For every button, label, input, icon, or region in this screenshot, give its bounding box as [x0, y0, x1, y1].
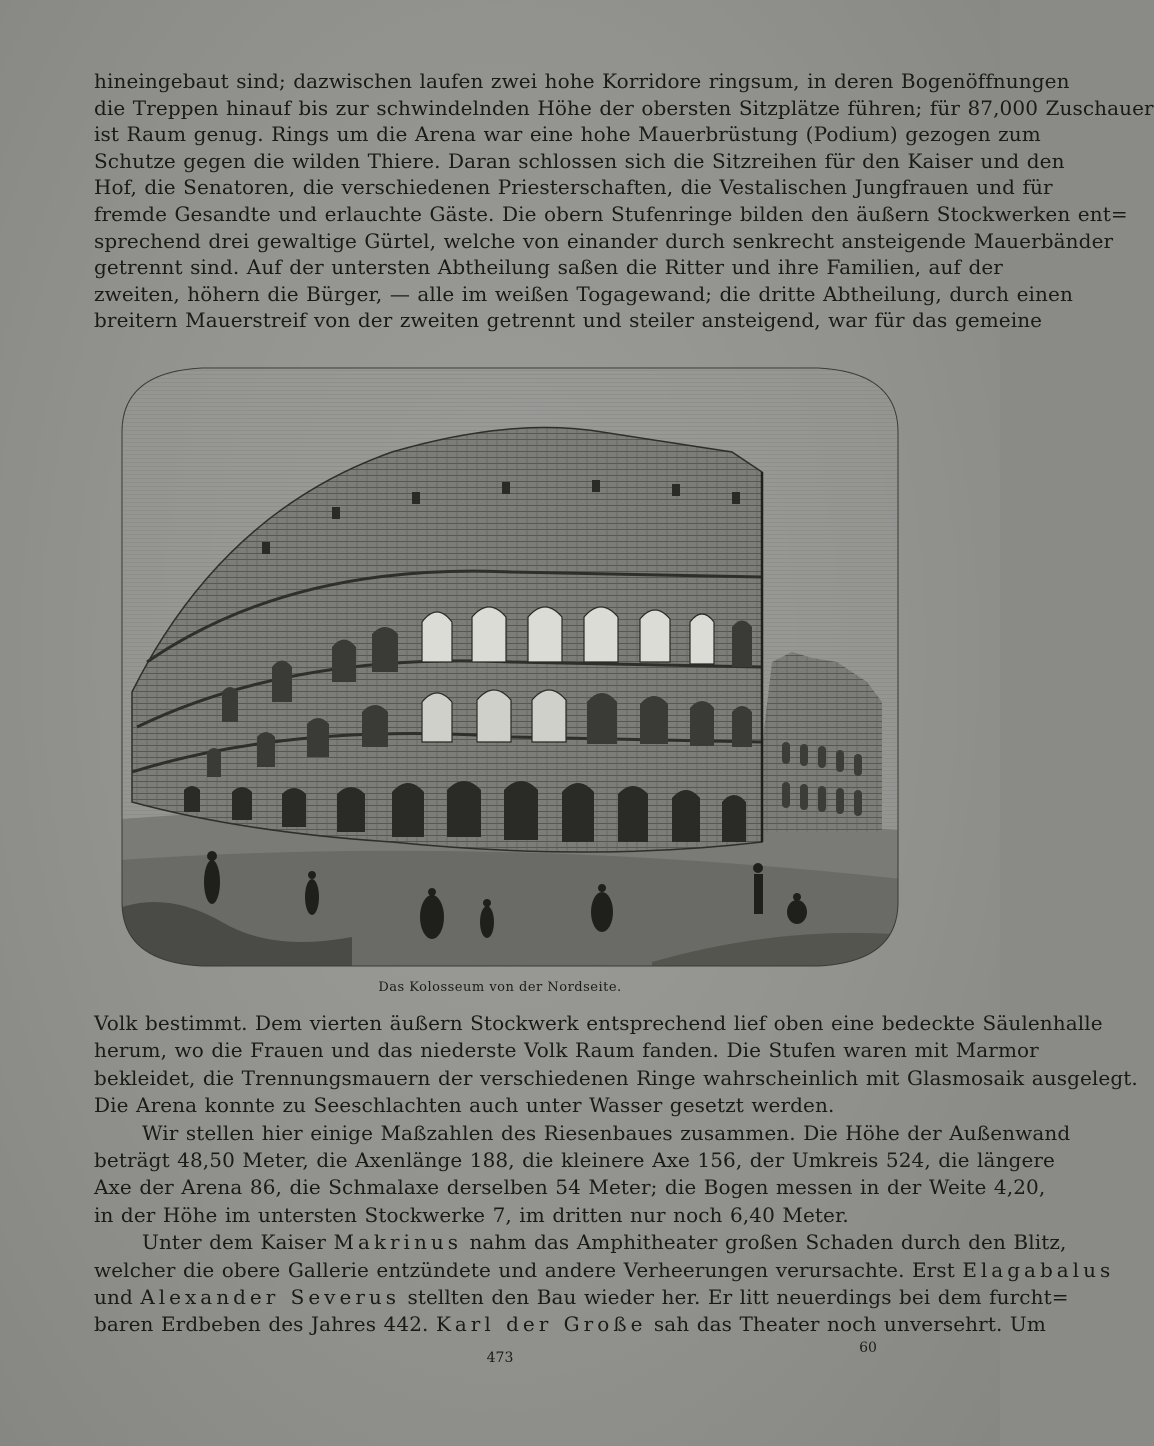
emphasized-name: Makrinus [333, 1230, 462, 1255]
text-line [94, 1257, 1115, 1284]
text-line: die Treppen hinauf bis zur schwindelnden Höhe der obersten Sitzplätze führen; für 87,000 Zuschauer [94, 95, 1154, 120]
text-span: welcher die obere Gallerie entzündete und andere Verheerungen verursachte. Erst [94, 1257, 963, 1282]
text-line: sprechend drei gewaltige Gürtel, welche von einander durch senkrecht ansteigende Mauerbänder [94, 228, 1114, 253]
emphasized-name: Elagabalus [962, 1257, 1115, 1282]
emphasized-name: Karl der Große [435, 1312, 647, 1337]
text-span: sah das Theater noch unversehrt. Um [646, 1312, 1046, 1337]
emphasized-name: Alexander Severus [140, 1284, 401, 1309]
text-line: fremde Gesandte und erlauchte Gäste. Die obern Stufenringe bilden den äußern Stockwerken ent= [94, 201, 1128, 226]
text-line [94, 1311, 1046, 1338]
text-line: breitern Mauerstreif von der zweiten getrennt und steiler ansteigend, war für das gemeine [94, 308, 1043, 333]
text-line: getrennt sind. Auf der untersten Abtheilung saßen die Ritter und ihre Familien, auf der [94, 255, 1003, 280]
text-line: Wir stellen hier einige Maßzahlen des Riesenbaues zusammen. Die Höhe der Außenwand [142, 1120, 1071, 1145]
text-line: herum, wo die Frauen und das niederste Volk Raum fanden. Die Stufen waren mit Marmor [94, 1038, 1039, 1063]
text-line: Hof, die Senatoren, die verschiedenen Priesterschaften, die Vestalischen Jungfrauen und für [94, 175, 1053, 200]
text-line: Axe der Arena 86, die Schmalaxe derselben 54 Meter; die Bogen messen in der Weite 4,20, [94, 1175, 1046, 1200]
text-line: bekleidet, die Trennungsmauern der verschiedenen Ringe wahrscheinlich mit Glasmosaik ausgelegt. [94, 1065, 1138, 1090]
text-line: beträgt 48,50 Meter, die Axenlänge 188, die kleinere Axe 156, der Umkreis 524, die längere [94, 1147, 1055, 1172]
signature-mark: 60 [859, 1340, 877, 1356]
text-span: Unter dem Kaiser [142, 1230, 334, 1255]
text-line: zweiten, höhern die Bürger, — alle im weißen Togagewand; die dritte Abtheilung, durch einen [94, 281, 1073, 306]
text-span: stellten den Bau wieder her. Er litt neuerdings bei dem furcht= [400, 1284, 1069, 1309]
bottom-paragraphs [94, 1010, 1138, 1339]
top-paragraph [94, 68, 1154, 334]
text-line: Die Arena konnte zu Seeschlachten auch unter Wasser gesetzt werden. [94, 1093, 835, 1118]
text-span: und [94, 1284, 141, 1309]
page-number: 473 [486, 1350, 514, 1366]
text-line [94, 1284, 1069, 1311]
text-line [94, 1229, 1067, 1256]
text-span: baren Erdbeben des Jahres 442. [94, 1312, 436, 1337]
text-line: Schutze gegen die wilden Thiere. Daran schlossen sich die Sitzreihen für den Kaiser und den [94, 148, 1065, 173]
text-line: in der Höhe im untersten Stockwerke 7, im dritten nur noch 6,40 Meter. [94, 1202, 849, 1227]
text-line: hineingebaut sind; dazwischen laufen zwei hohe Korridore ringsum, in deren Bogenöffnungen [94, 69, 1070, 93]
text-line: ist Raum genug. Rings um die Arena war eine hohe Mauerbrüstung (Podium) gezogen zum [94, 122, 1041, 147]
figure-caption: Das Kolosseum von der Nordseite. [378, 980, 622, 995]
text-span: nahm das Amphitheater großen Schaden durch den Blitz, [461, 1230, 1067, 1255]
colosseum-engraving [92, 362, 928, 974]
text-line: Volk bestimmt. Dem vierten äußern Stockwerk entsprechend lief oben eine bedeckte Säulenhalle [94, 1011, 1103, 1035]
